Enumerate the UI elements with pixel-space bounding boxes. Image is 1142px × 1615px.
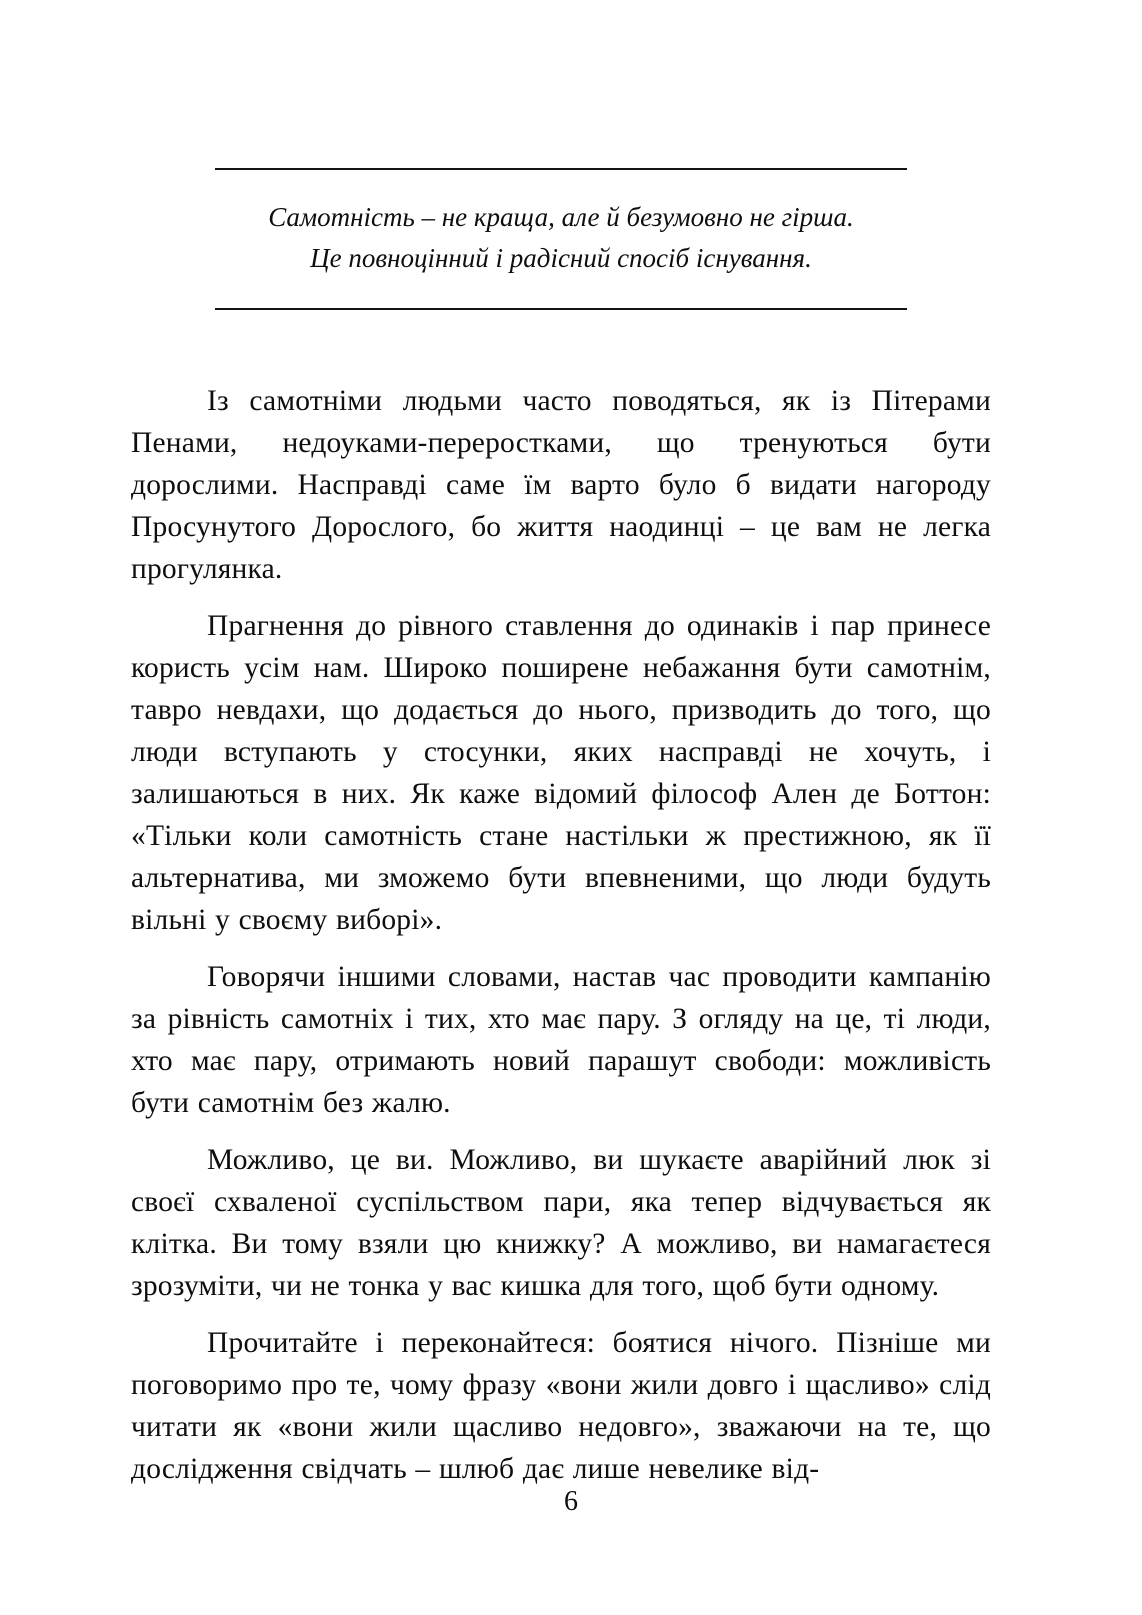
epigraph: [215, 170, 907, 308]
epigraph-rule-bottom: [215, 308, 907, 310]
body-paragraph: Прочитайте і переконайтеся: боятися нічого. Пізніше ми поговоримо про те, чому фразу «вони жили довго і щасливо» слід читати як «вони жили щасливо недовго», зважаючи на те, що дослідження свідчать – шлюб дає лише невелике від-: [131, 1327, 991, 1485]
epigraph-block: [215, 168, 907, 310]
page-body: [131, 380, 991, 1490]
body-paragraph: Говорячи іншими словами, настав час проводити кампанію за рівність самотніх і тих, хто має пару. З огляду на це, ті люди, хто має пару, отримають новий парашут свободи: можливість бути самотнім без жалю.: [131, 961, 991, 1119]
body-paragraph: Можливо, це ви. Можливо, ви шукаєте аварійний люк зі своєї схваленої суспільством пари, яка тепер відчувається як клітка. Ви тому взяли цю книжку? А можливо, ви намагаєтеся зрозуміти, чи не тонка у вас кишка для того, щоб бути одному.: [131, 1144, 991, 1302]
body-paragraph: Прагнення до рівного ставлення до одинаків і пар принесе користь усім нам. Широко поширене небажання бути самотнім, тавро невдахи, що додається до нього, призводить до того, що люди вступають у стосунки, яких насправді не хочуть, і залишаються в них. Як каже відомий філософ Ален де Боттон: «Тільки коли самотність стане настільки ж престижною, як її альтернатива, ми зможемо бути впевненими, що люди будуть вільні у своєму виборі».: [131, 610, 991, 936]
epigraph-line-2: Це повноцінний і радісний спосіб існування.: [310, 243, 812, 273]
page-content: [131, 0, 991, 1490]
body-paragraph: Із самотніми людьми часто поводяться, як із Пітерами Пенами, недоуками-переростками, що тренуються бути дорослими. Насправді саме їм варто було б видати нагороду Просунутого Дорослого, бо життя наодинці – це вам не легка прогулянка.: [131, 385, 991, 585]
epigraph-line-1: Самотність – не краща, але й безумовно не гірша.: [268, 202, 854, 232]
page-number: 6: [564, 1486, 578, 1517]
